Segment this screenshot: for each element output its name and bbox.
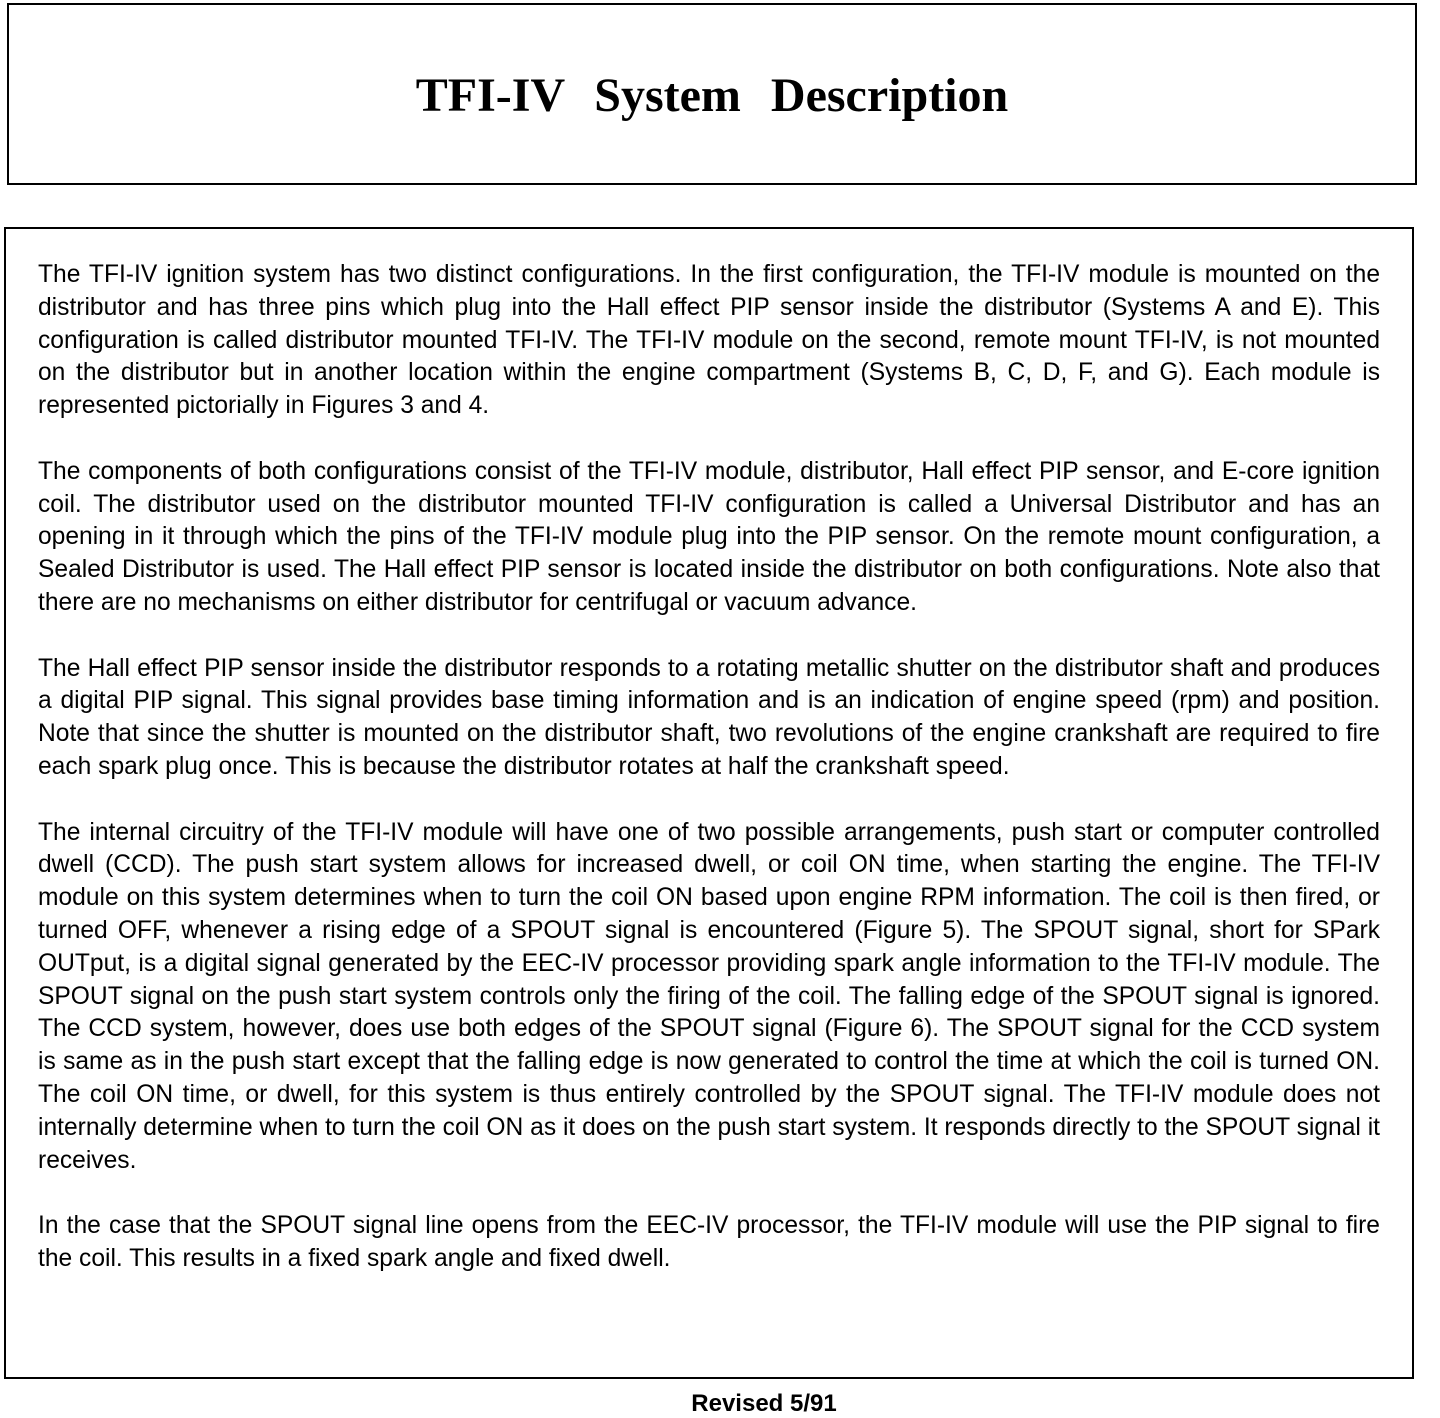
paragraph: The TFI-IV ignition system has two distinct configurations. In the first configuration, the TFI-IV module is mounted on the distributor and has three pins which plug into the Hall effect PIP sensor inside the distributor (Systems A and E). This configuration is called distributor mounted TFI-IV. The TFI-IV module on the second, remote mount TFI-IV, is not mounted on the distributor but in another location within the engine compartment (Systems B, C, D, F, and G). Each module is represented pictorially in Figures 3 and 4. xyxy=(38,261,1380,420)
paragraph: The components of both configurations consist of the TFI-IV module, distributor, Hall effect PIP sensor, and E-core ignition coil. The distributor used on the distributor mounted TFI-IV configuration is called a Universal Distributor and has an opening in it through which the pins of the TFI-IV module plug into the PIP sensor. On the remote mount configuration, a Sealed Distributor is used. The Hall effect PIP sensor is located inside the distributor on both configurations. Note also that there are no mechanisms on either distributor for centrifugal or vacuum advance. xyxy=(38,457,1380,616)
paragraph: In the case that the SPOUT signal line opens from the EEC-IV processor, the TFI-IV module will use the PIP signal to fire the coil. This results in a fixed spark angle and fixed dwell. xyxy=(38,1212,1380,1272)
body-box xyxy=(4,227,1414,1379)
body-text xyxy=(38,259,1380,1276)
title-box xyxy=(7,3,1417,185)
paragraph: The internal circuitry of the TFI-IV module will have one of two possible arrangements, push start or computer controlled dwell (CCD). The push start system allows for increased dwell, or coil ON time, when starting the engine. The TFI-IV module on this system determines when to turn the coil ON based upon engine RPM information. The coil is then fired, or turned OFF, whenever a rising edge of a SPOUT signal is encountered (Figure 5). The SPOUT signal, short for SPark OUTput, is a digital signal generated by the EEC-IV processor providing spark angle information to the TFI-IV module. The SPOUT signal on the push start system controls only the firing of the coil. The falling edge of the SPOUT signal is ignored. The CCD system, however, does use both edges of the SPOUT signal (Figure 6). The SPOUT signal for the CCD system is same as in the push start except that the falling edge is now generated to control the time at which the coil is turned ON. The coil ON time, or dwell, for this system is thus entirely controlled by the SPOUT signal. The TFI-IV module does not internally determine when to turn the coil ON as it does on the push start system. It responds directly to the SPOUT signal it receives. xyxy=(38,818,1380,1174)
revision-note: Revised 5/91 xyxy=(691,1390,837,1417)
paragraph: The Hall effect PIP sensor inside the distributor responds to a rotating metallic shutter on the distributor shaft and produces a digital PIP signal. This signal provides base timing information and is an indication of engine speed (rpm) and position. Note that since the shutter is mounted on the distributor shaft, two revolutions of the engine crankshaft are required to fire each spark plug once. This is because the distributor rotates at half the crankshaft speed. xyxy=(38,654,1380,780)
page-title: TFI-IV System Description xyxy=(415,68,1009,122)
